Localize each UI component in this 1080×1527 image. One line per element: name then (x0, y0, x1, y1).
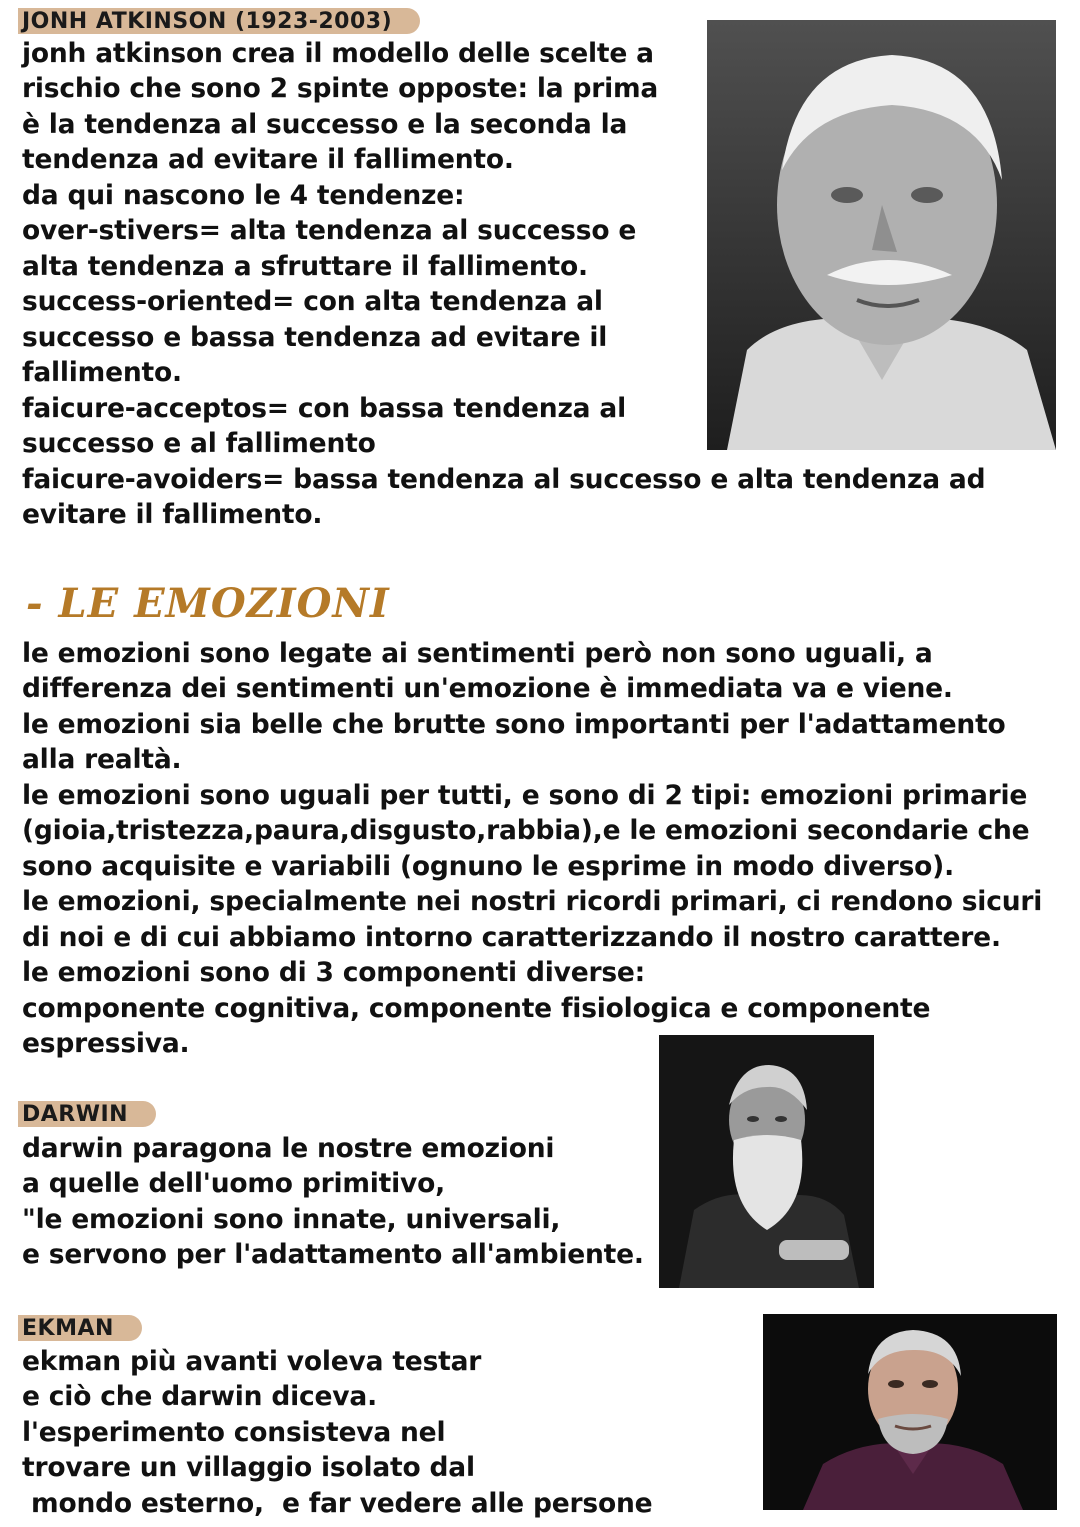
ekman-line: mondo esterno, e far vedere alle persone (22, 1488, 653, 1519)
atkinson-line: fallimento. (22, 357, 182, 388)
atkinson-tag: JONH ATKINSON (1923-2003) (18, 8, 420, 34)
atkinson-line: success-oriented= con alta tendenza al (22, 286, 603, 317)
darwin-line: e servono per l'adattamento all'ambiente. (22, 1239, 644, 1270)
ekman-line: l'esperimento consisteva nel (22, 1417, 446, 1448)
darwin-tag: DARWIN (18, 1101, 156, 1127)
emozioni-line: le emozioni sono di 3 componenti diverse: (22, 957, 646, 988)
emozioni-line: (gioia,tristezza,paura,disgusto,rabbia),e le emozioni secondarie che (22, 815, 1030, 846)
emozioni-line: componente cognitiva, componente fisiologica e componente (22, 993, 931, 1024)
atkinson-line: alta tendenza a sfruttare il fallimento. (22, 251, 588, 282)
ekman-line: ekman più avanti voleva testar (22, 1346, 482, 1377)
atkinson-line: successo e bassa tendenza ad evitare il (22, 322, 608, 353)
atkinson-portrait-icon (707, 20, 1056, 450)
ekman-tag: EKMAN (18, 1315, 142, 1341)
darwin-line: darwin paragona le nostre emozioni (22, 1133, 555, 1164)
ekman-portrait-icon (763, 1314, 1057, 1510)
atkinson-line: faicure-avoiders= bassa tendenza al successo e alta tendenza ad (22, 464, 986, 495)
emozioni-line: espressiva. (22, 1028, 190, 1059)
atkinson-line: over-stivers= alta tendenza al successo e (22, 215, 637, 246)
darwin-photo (659, 1035, 874, 1288)
emozioni-line: alla realtà. (22, 744, 182, 775)
darwin-line: a quelle dell'uomo primitivo, (22, 1168, 445, 1199)
atkinson-line: da qui nascono le 4 tendenze: (22, 180, 465, 211)
atkinson-line: successo e al fallimento (22, 428, 376, 459)
emozioni-line: di noi e di cui abbiamo intorno caratterizzando il nostro carattere. (22, 922, 1001, 953)
atkinson-line: è la tendenza al successo e la seconda la (22, 109, 628, 140)
emozioni-line: le emozioni, specialmente nei nostri ricordi primari, ci rendono sicuri (22, 886, 1043, 917)
emozioni-line: le emozioni sono legate ai sentimenti però non sono uguali, a (22, 638, 933, 669)
emozioni-line: le emozioni sia belle che brutte sono importanti per l'adattamento (22, 709, 1006, 740)
atkinson-line: tendenza ad evitare il fallimento. (22, 144, 514, 175)
darwin-portrait-icon (659, 1035, 874, 1288)
ekman-photo (763, 1314, 1057, 1510)
emozioni-line: le emozioni sono uguali per tutti, e sono di 2 tipi: emozioni primarie (22, 780, 1028, 811)
atkinson-line: faicure-acceptos= con bassa tendenza al (22, 393, 626, 424)
atkinson-line: jonh atkinson crea il modello delle scelte a (22, 38, 654, 69)
darwin-line: "le emozioni sono innate, universali, (22, 1204, 561, 1235)
atkinson-line: rischio che sono 2 spinte opposte: la prima (22, 73, 659, 104)
ekman-line: trovare un villaggio isolato dal (22, 1452, 475, 1483)
emozioni-line: sono acquisite e variabili (ognuno le esprime in modo diverso). (22, 851, 954, 882)
emozioni-heading: - LE EMOZIONI (26, 580, 390, 627)
emozioni-line: differenza dei sentimenti un'emozione è immediata va e viene. (22, 673, 953, 704)
ekman-line: e ciò che darwin diceva. (22, 1381, 377, 1412)
atkinson-line: evitare il fallimento. (22, 499, 323, 530)
atkinson-photo (707, 20, 1056, 450)
